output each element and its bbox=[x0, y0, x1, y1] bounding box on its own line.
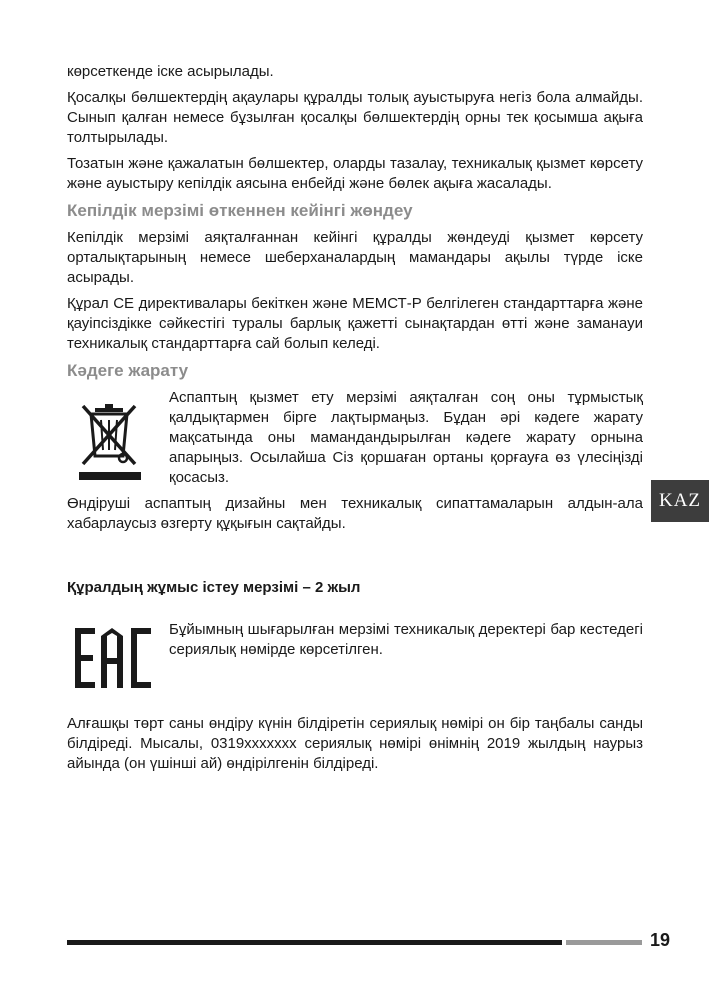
eac-row bbox=[67, 620, 643, 688]
paragraph-serial-example: Алғашқы төрт саны өндіру күнін білдіретін сериялық нөмірі он бір таңбалы санды білдіреді. Мысалы, 0319ххххххх сериялық нөмірі өнімнің 2019 жылдың наурыз айында (он үшінші ай) өндірілгенін білдіреді. bbox=[67, 715, 643, 772]
paragraph-post-warranty: Кепілдік мерзімі аяқталғаннан кейінгі құралды жөндеуді қызмет көрсету орталықтарының немесе шеберханалардың мамандары ақылы түрде іске асырады. bbox=[67, 229, 643, 286]
footer-bar-dark bbox=[67, 940, 562, 945]
paragraph-standards: Құрал CE директивалары бекіткен және МЕМСТ-Р белгілеген стандарттарға және қауіпсіздікке сәйкестігі туралы барлық қажетті сынақтардан өтті және заманауи техникалық стандарттарға сай болып келеді. bbox=[67, 295, 643, 352]
service-life-title: Құралдың жұмыс істеу мерзімі – 2 жыл bbox=[67, 579, 361, 596]
crossed-out-bin-icon bbox=[67, 400, 167, 480]
footer-bar-grey bbox=[566, 940, 642, 945]
eac-mark-icon bbox=[67, 628, 167, 688]
paragraph-intro: көрсеткенде іске асырылады. bbox=[67, 63, 274, 80]
heading-disposal: Кәдеге жарату bbox=[67, 361, 189, 380]
paragraph-serial-location: Бұйымның шығарылған мерзімі техникалық деректері бар кестедегі сериялық нөмірде көрсетілген. bbox=[169, 621, 643, 658]
paragraph-spare-parts: Қосалқы бөлшектердің ақаулары құралды толық ауыстыруға негіз бола алмайды. Сынып қалған немесе бұзылған қосалқы бөлшектердің орны тек қосымша ақыға толтырылады. bbox=[67, 89, 643, 146]
paragraph-disposal: Аспаптың қызмет ету мерзімі аяқталған соң оны тұрмыстық қалдықтармен бірге лақтырмаңыз. Бұдан әрі кәдеге жарату мақсатында оны мамандандырылған кәдеге жарату орнына апарыңыз. Осылайша Сіз қоршаған ортаны қорғауға өз үлесіңізді қосасыз. bbox=[169, 389, 643, 486]
page-number: 19 bbox=[650, 930, 671, 950]
paragraph-wear-parts: Тозатын және қажалатын бөлшектер, оларды тазалау, техникалық қызмет көрсету және ауыстыру кепілдік аясына енбейді және бөлек ақыға жасалады. bbox=[67, 155, 643, 192]
disposal-row bbox=[67, 388, 643, 494]
heading-post-warranty: Кепілдік мерзімі өткеннен кейінгі жөндеу bbox=[67, 201, 413, 220]
paragraph-manufacturer-rights: Өндіруші аспаптың дизайны мен техникалық сипаттамаларын алдын-ала хабарлаусыз өзгерту құқығын сақтайды. bbox=[67, 495, 643, 532]
page-content bbox=[67, 62, 643, 780]
language-tab-kaz: KAZ bbox=[651, 480, 709, 522]
